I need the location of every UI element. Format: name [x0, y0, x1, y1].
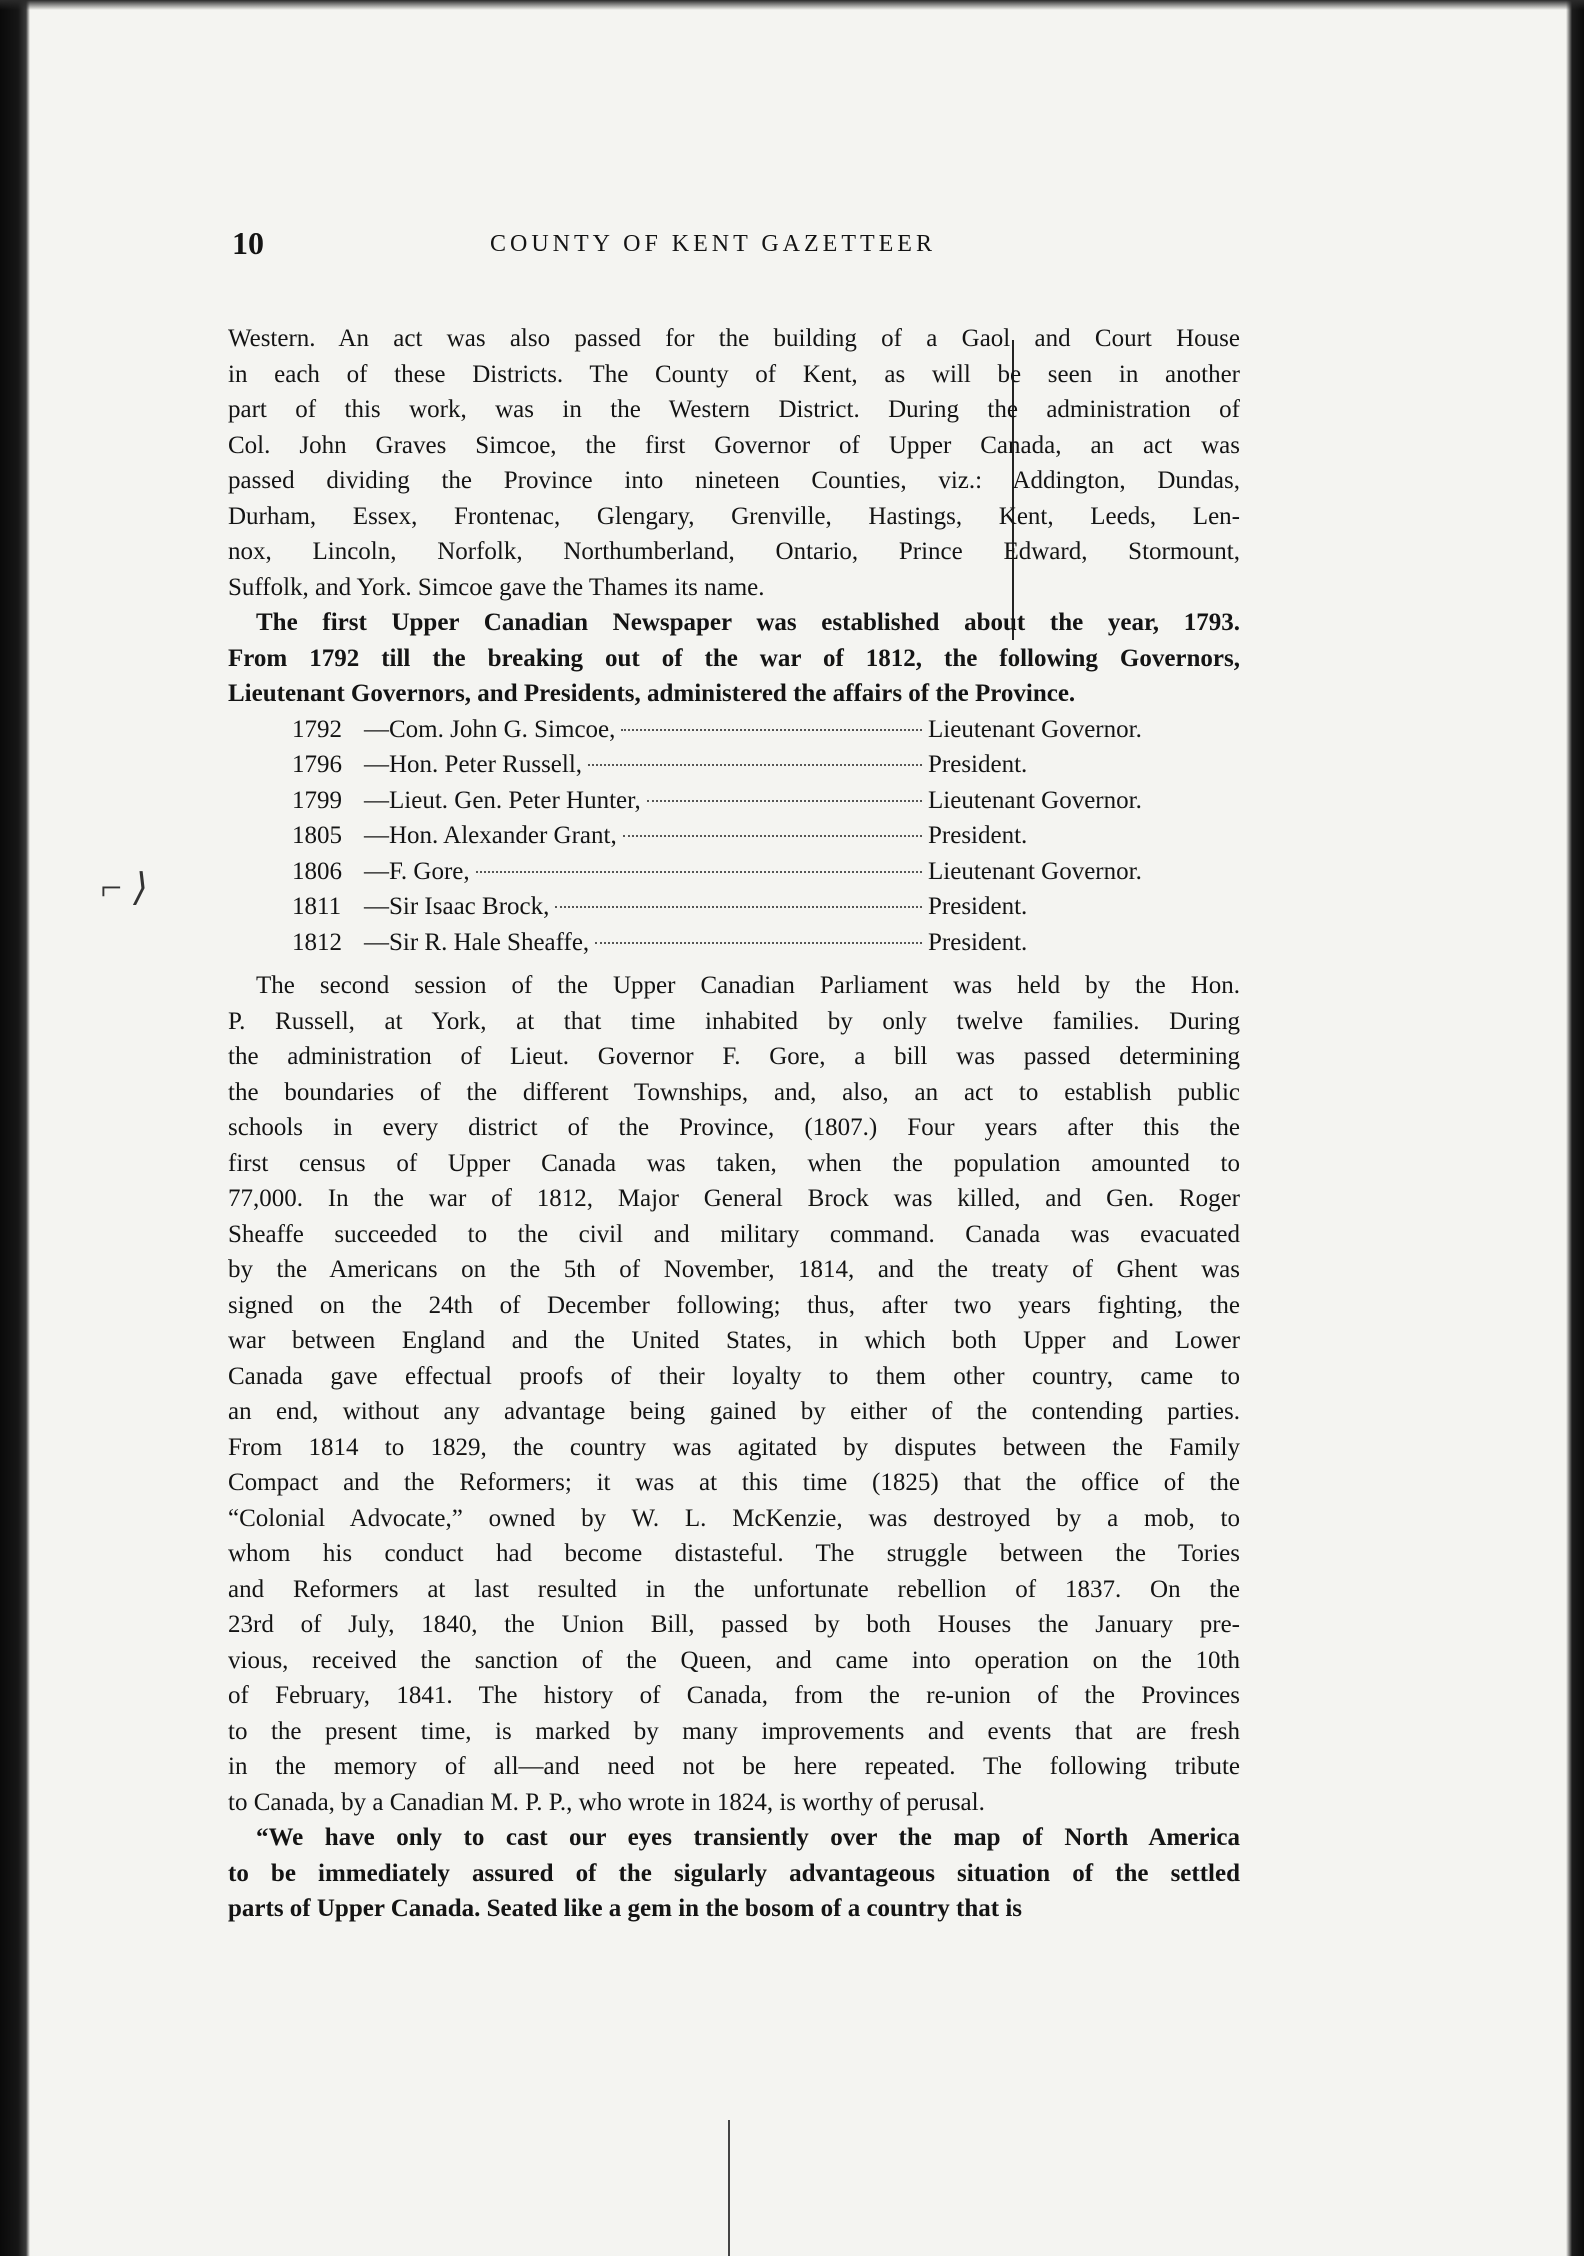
paragraph-districts: [228, 321, 1240, 605]
text-line: Western. An act was also passed for the building of a Gaol and Court House: [228, 325, 1240, 352]
text-line: to Canada, by a Canadian M. P. P., who wrote in 1824, is worthy of perusal.: [228, 1788, 985, 1816]
governor-entry: [292, 787, 1212, 823]
governor-name: —F. Gore,: [364, 857, 470, 885]
governor-entry: [292, 929, 1212, 965]
governor-name: —Sir R. Hale Sheaffe,: [364, 928, 590, 956]
governor-office: President.: [928, 893, 1028, 920]
text-line: the administration of Lieut. Governor F. Gore, a bill was passed determining: [228, 1043, 1240, 1070]
gazetteer-page: [228, 225, 1240, 1927]
text-line: schools in every district of the Province, (1807.) Four years after this the: [228, 1114, 1240, 1141]
text-line: passed dividing the Province into nineteen Counties, viz.: Addington, Dundas,: [228, 467, 1240, 494]
dot-leader: [621, 729, 922, 731]
text-line: Compact and the Reformers; it was at this time (1825) that the office of the: [228, 1469, 1240, 1496]
dot-leader: [595, 942, 922, 944]
dot-leader: [588, 764, 922, 766]
paragraph-quotation: [228, 1820, 1240, 1927]
pencil-margin-mark: ⌐ ⟩: [98, 867, 148, 909]
governor-entry: [292, 893, 1212, 929]
governor-name: —Hon. Peter Russell,: [364, 751, 583, 778]
text-line: whom his conduct had become distasteful. The struggle between the Tories: [228, 1540, 1240, 1567]
text-line: vious, received the sanction of the Queen, and came into operation on the 10th: [228, 1646, 1240, 1674]
governor-entry: [292, 751, 1212, 787]
text-line: war between England and the United States, in which both Upper and Lower: [228, 1327, 1240, 1354]
governor-entry: [292, 716, 1212, 752]
text-line: The first Upper Canadian Newspaper was established about the year, 1793.: [256, 609, 1240, 636]
text-line: part of this work, was in the Western District. During the administration of: [228, 396, 1240, 423]
governors-list: [292, 716, 1212, 965]
text-line: signed on the 24th of December following; thus, after two years fighting, the: [228, 1291, 1240, 1319]
text-line: From 1814 to 1829, the country was agitated by disputes between the Family: [228, 1433, 1240, 1461]
text-line: “We have only to cast our eyes transiently over the map of North America: [256, 1824, 1240, 1851]
governor-year: 1792: [292, 715, 342, 743]
governor-year: 1799: [292, 786, 342, 814]
governor-year: 1806: [292, 857, 342, 885]
text-line: Suffolk, and York. Simcoe gave the Thames its name.: [228, 573, 765, 601]
scan-border-right: [1566, 0, 1584, 2256]
text-line: and Reformers at last resulted in the unfortunate rebellion of 1837. On the: [228, 1575, 1240, 1603]
dot-leader: [647, 800, 922, 802]
governor-name: —Lieut. Gen. Peter Hunter,: [364, 786, 641, 814]
scan-border-left: [0, 0, 30, 2256]
governor-office: President.: [928, 822, 1028, 849]
governor-year: 1812: [292, 928, 342, 956]
page-number: 10: [232, 225, 264, 261]
text-line: in the memory of all—and need not be here repeated. The following tribute: [228, 1753, 1240, 1780]
text-line: Col. John Graves Simcoe, the first Governor of Upper Canada, an act was: [228, 431, 1240, 459]
text-line: parts of Upper Canada. Seated like a gem in the bosom of a country that is: [228, 1895, 1022, 1922]
text-line: Lieutenant Governors, and Presidents, administered the affairs of the Province.: [228, 680, 1076, 707]
text-line: Canada gave effectual proofs of their loyalty to them other country, came to: [228, 1362, 1240, 1390]
governor-office: Lieutenant Governor.: [928, 715, 1142, 743]
paragraph-history: [228, 968, 1240, 1820]
governor-name: —Hon. Alexander Grant,: [364, 822, 617, 849]
text-line: nox, Lincoln, Norfolk, Northumberland, Ontario, Prince Edward, Stormount,: [228, 538, 1240, 565]
text-line: From 1792 till the breaking out of the war of 1812, the following Governors,: [228, 644, 1240, 672]
governor-entry: [292, 822, 1212, 858]
scan-border-top: [0, 0, 1584, 10]
text-line: the boundaries of the different Townships, and, also, an act to establish public: [228, 1078, 1240, 1106]
governor-office: Lieutenant Governor.: [928, 857, 1142, 885]
governor-office: President.: [928, 751, 1028, 778]
dot-leader: [476, 871, 922, 873]
text-line: an end, without any advantage being gained by either of the contending parties.: [228, 1398, 1240, 1425]
text-line: 23rd of July, 1840, the Union Bill, passed by both Houses the January pre-: [228, 1611, 1240, 1638]
text-line: in each of these Districts. The County of Kent, as will be seen in another: [228, 360, 1240, 388]
dot-leader: [555, 906, 922, 908]
governor-office: Lieutenant Governor.: [928, 786, 1142, 814]
governor-name: —Com. John G. Simcoe,: [364, 715, 616, 743]
text-line: of February, 1841. The history of Canada, from the re-union of the Provinces: [228, 1682, 1240, 1709]
text-line: P. Russell, at York, at that time inhabited by only twelve families. During: [228, 1007, 1240, 1035]
governor-year: 1805: [292, 822, 342, 849]
governor-name: —Sir Isaac Brock,: [364, 893, 550, 920]
text-line: first census of Upper Canada was taken, when the population amounted to: [228, 1149, 1240, 1177]
governor-entry: [292, 858, 1212, 894]
text-line: “Colonial Advocate,” owned by W. L. McKenzie, was destroyed by a mob, to: [228, 1504, 1240, 1532]
text-line: by the Americans on the 5th of November, 1814, and the treaty of Ghent was: [228, 1256, 1240, 1283]
scan-crease-line-bottom: [728, 2120, 730, 2256]
governor-office: President.: [928, 928, 1028, 956]
text-line: 77,000. In the war of 1812, Major General Brock was killed, and Gen. Roger: [228, 1185, 1240, 1212]
governor-year: 1811: [292, 893, 342, 920]
running-head: [228, 225, 1240, 271]
text-line: The second session of the Upper Canadian Parliament was held by the Hon.: [256, 972, 1240, 999]
running-head-title: COUNTY OF KENT GAZETTEER: [490, 231, 936, 257]
text-line: Durham, Essex, Frontenac, Glengary, Grenville, Hastings, Kent, Leeds, Len-: [228, 502, 1240, 530]
governor-year: 1796: [292, 751, 342, 778]
dot-leader: [623, 835, 922, 837]
paragraph-newspaper: [228, 605, 1240, 712]
text-line: Sheaffe succeeded to the civil and military command. Canada was evacuated: [228, 1220, 1240, 1248]
text-line: to be immediately assured of the sigularly advantageous situation of the settled: [228, 1859, 1240, 1887]
text-line: to the present time, is marked by many improvements and events that are fresh: [228, 1717, 1240, 1745]
